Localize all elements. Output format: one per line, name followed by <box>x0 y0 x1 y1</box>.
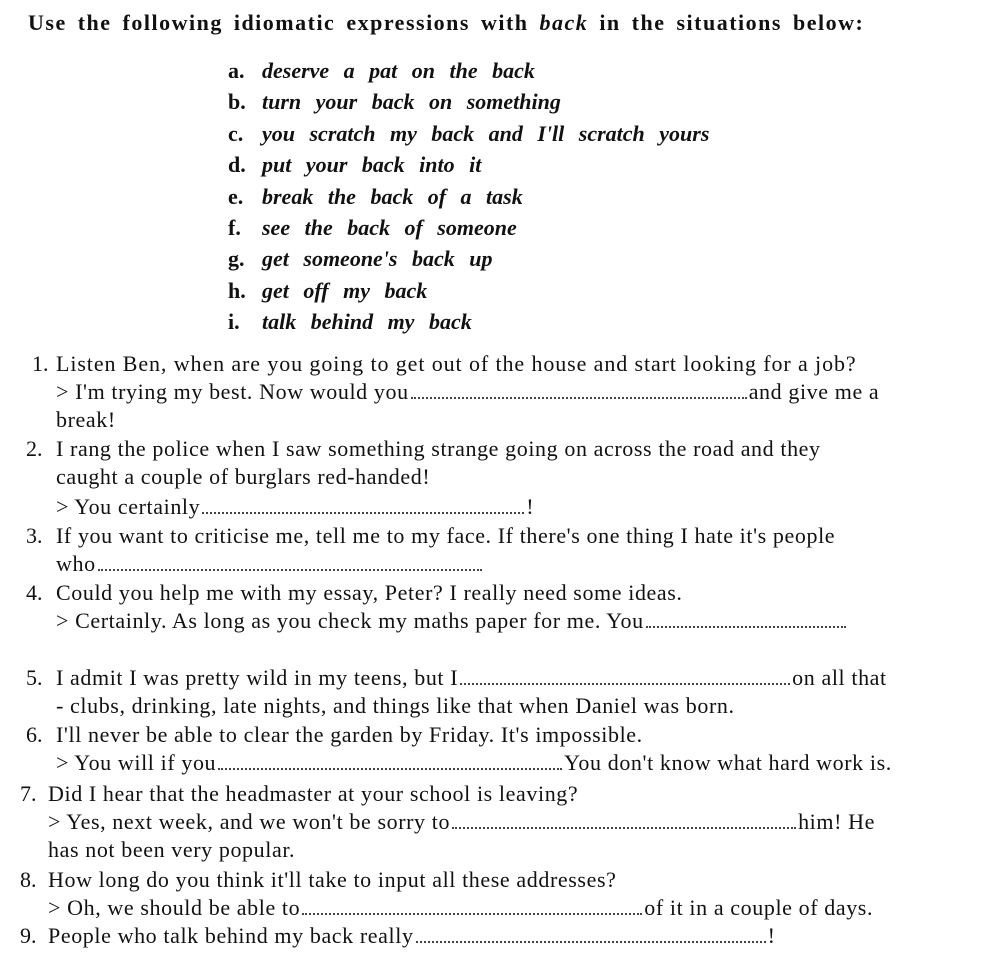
answer-blank-8[interactable] <box>302 909 642 915</box>
question-5-number: 5. <box>26 665 43 690</box>
answer-blank-5[interactable] <box>460 679 790 685</box>
question-1-line: Listen Ben, when are you going to get out of the house and start looking for a job? <box>56 351 857 376</box>
expression-item: f. see the back of someone <box>228 214 517 240</box>
question-1-response: > I'm trying my best. Now would you and give me a <box>56 379 880 404</box>
question-7-line: has not been very popular. <box>48 837 296 862</box>
question-7-number: 7. <box>20 781 37 806</box>
expression-item: b. turn your back on something <box>228 89 561 115</box>
question-3-number: 3. <box>26 523 43 548</box>
question-4-response: > Certainly. As long as you check my maths paper for me. You <box>56 607 848 635</box>
question-2-line: caught a couple of burglars red-handed! <box>56 464 431 489</box>
expression-item: c. you scratch my back and I'll scratch yours <box>228 120 710 146</box>
expression-item: d. put your back into it <box>228 152 482 178</box>
answer-blank-6[interactable] <box>218 764 562 770</box>
answer-blank-9[interactable] <box>416 937 766 943</box>
question-6-line: I'll never be able to clear the garden by Friday. It's impossible. <box>56 722 643 747</box>
question-3-response: who <box>56 550 484 578</box>
instructions-heading: Use the following idiomatic expressions with back in the situations below: <box>28 10 865 35</box>
answer-blank-7[interactable] <box>452 823 796 829</box>
question-8-line: How long do you think it'll take to input all these addresses? <box>48 867 617 892</box>
question-5-line: I admit I was pretty wild in my teens, but I on all that <box>56 665 887 690</box>
question-4-line: Could you help me with my essay, Peter? I really need some ideas. <box>56 580 683 605</box>
question-8-number: 8. <box>20 867 37 892</box>
question-7-line: Did I hear that the headmaster at your school is leaving? <box>48 781 579 806</box>
expression-item: h. get off my back <box>228 277 428 303</box>
expression-item: g. get someone's back up <box>228 246 493 272</box>
question-6-response: > You will if you You don't know what hard work is. <box>56 750 892 775</box>
question-6-number: 6. <box>26 722 43 747</box>
answer-blank-1[interactable] <box>411 393 747 399</box>
instructions-emphasis: back <box>539 10 589 35</box>
question-5-line: - clubs, drinking, late nights, and things like that when Daniel was born. <box>56 693 735 718</box>
question-9-line: People who talk behind my back really ! <box>48 923 776 948</box>
answer-blank-4[interactable] <box>646 622 846 628</box>
question-1-number: 1. <box>32 351 49 376</box>
question-2-response: > You certainly ! <box>56 494 535 519</box>
question-9-number: 9. <box>20 923 37 948</box>
expression-list <box>228 55 709 338</box>
question-1-line: break! <box>56 407 116 432</box>
question-4-number: 4. <box>26 580 43 605</box>
question-2-line: I rang the police when I saw something strange going on across the road and they <box>56 436 821 461</box>
question-3-line: If you want to criticise me, tell me to my face. If there's one thing I hate it's people <box>56 523 836 548</box>
expression-item: a. deserve a pat on the back <box>228 58 535 83</box>
answer-blank-2[interactable] <box>202 508 524 514</box>
expression-item: i. talk behind my back <box>228 309 472 335</box>
expression-item: e. break the back of a task <box>228 183 523 209</box>
question-7-response: > Yes, next week, and we won't be sorry to him! He <box>48 809 875 834</box>
question-8-response: > Oh, we should be able to of it in a couple of days. <box>48 895 874 920</box>
answer-blank-3[interactable] <box>98 565 482 571</box>
question-2-number: 2. <box>26 436 43 461</box>
